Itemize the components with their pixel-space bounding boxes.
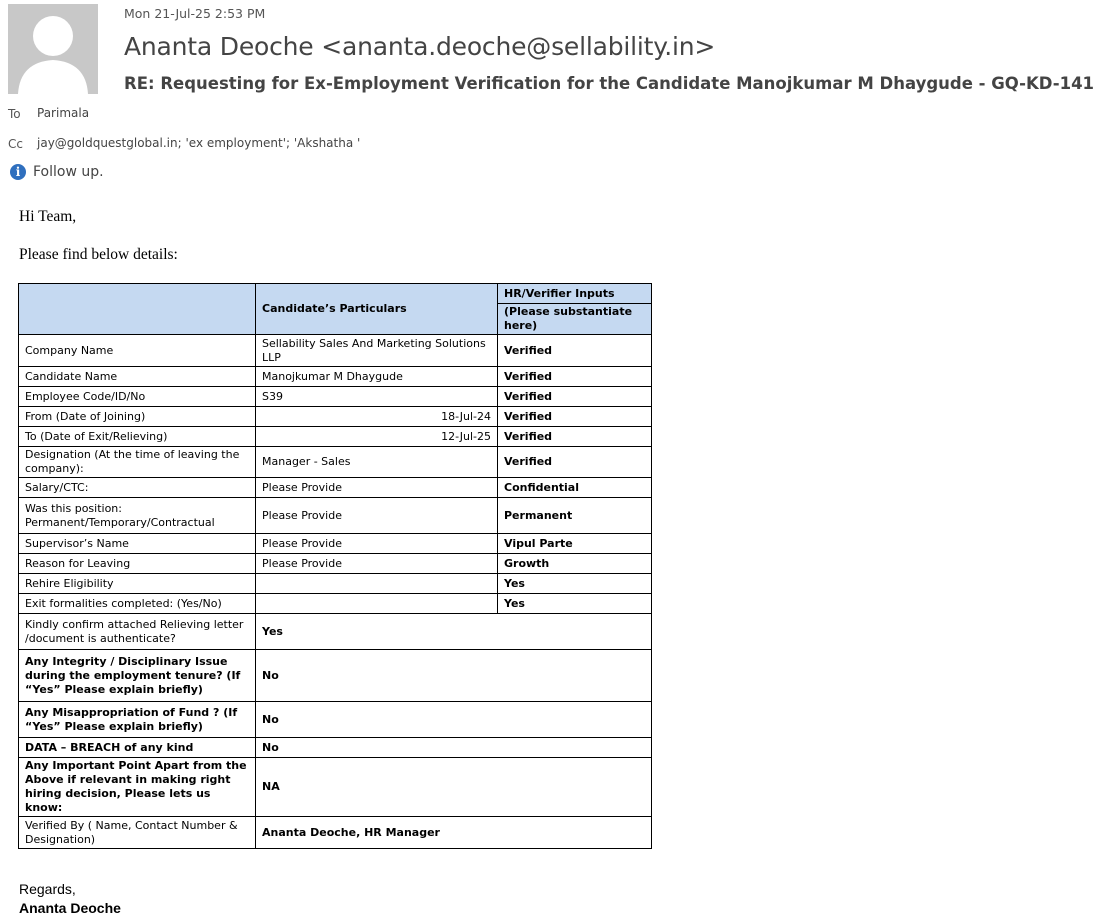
row-particulars: Sellability Sales And Marketing Solutions LLP <box>256 335 498 367</box>
row-particulars: 12-Jul-25 <box>256 427 498 447</box>
row-label: Reason for Leaving <box>19 554 256 574</box>
table-row <box>19 738 652 758</box>
signature-regards: Regards, <box>19 881 76 897</box>
row-particulars: Manager - Sales <box>256 447 498 478</box>
cc-label: Cc <box>8 137 23 151</box>
table-row <box>19 387 652 407</box>
row-value: No <box>256 738 652 758</box>
row-input: Vipul Parte <box>498 534 652 554</box>
row-value: NA <box>256 758 652 817</box>
table-row <box>19 498 652 534</box>
table-row <box>19 574 652 594</box>
row-label: Salary/CTC: <box>19 478 256 498</box>
table-row <box>19 427 652 447</box>
table-row <box>19 702 652 738</box>
info-icon: i <box>10 164 26 180</box>
verification-table <box>18 283 652 849</box>
to-label: To <box>8 107 21 121</box>
message-datetime: Mon 21-Jul-25 2:53 PM <box>124 6 266 21</box>
table-row <box>19 554 652 574</box>
to-recipients[interactable]: Parimala <box>37 106 90 120</box>
row-label: Designation (At the time of leaving the company): <box>19 447 256 478</box>
table-row <box>19 534 652 554</box>
row-label: Employee Code/ID/No <box>19 387 256 407</box>
sender-avatar <box>8 4 98 94</box>
row-particulars: 18-Jul-24 <box>256 407 498 427</box>
row-label: Candidate Name <box>19 367 256 387</box>
row-value: Yes <box>256 614 652 650</box>
row-label: Supervisor’s Name <box>19 534 256 554</box>
greeting: Hi Team, <box>19 208 77 225</box>
row-input: Verified <box>498 407 652 427</box>
row-input: Verified <box>498 447 652 478</box>
row-particulars <box>256 574 498 594</box>
table-row <box>19 614 652 650</box>
row-particulars: Manojkumar M Dhaygude <box>256 367 498 387</box>
intro-line: Please find below details: <box>19 246 178 263</box>
row-label: Exit formalities completed: (Yes/No) <box>19 594 256 614</box>
row-particulars: S39 <box>256 387 498 407</box>
row-label: Rehire Eligibility <box>19 574 256 594</box>
row-input: Verified <box>498 335 652 367</box>
header-particulars: Candidate’s Particulars <box>256 284 498 335</box>
follow-up-flag[interactable]: Follow up. <box>33 164 104 180</box>
signature-name: Ananta Deoche <box>19 900 121 916</box>
row-value: Ananta Deoche, HR Manager <box>256 817 652 849</box>
table-row <box>19 758 652 817</box>
table-row <box>19 650 652 702</box>
row-value: No <box>256 650 652 702</box>
row-label: Any Misappropriation of Fund ? (If “Yes” Please explain briefly) <box>19 702 256 738</box>
row-label: Any Important Point Apart from the Above if relevant in making right hiring decision, Please lets us know: <box>19 758 256 817</box>
row-input: Growth <box>498 554 652 574</box>
header-inputs: HR/Verifier Inputs <box>498 284 652 304</box>
row-label: Verified By ( Name, Contact Number & Designation) <box>19 817 256 849</box>
row-label: From (Date of Joining) <box>19 407 256 427</box>
row-label: DATA – BREACH of any kind <box>19 738 256 758</box>
row-label: Any Integrity / Disciplinary Issue during the employment tenure? (If “Yes” Please explain briefly) <box>19 650 256 702</box>
row-label: Kindly confirm attached Relieving letter /document is authenticate? <box>19 614 256 650</box>
table-row <box>19 335 652 367</box>
row-input: Verified <box>498 427 652 447</box>
header-inputs-sub: (Please substantiate here) <box>498 304 652 335</box>
row-particulars: Please Provide <box>256 498 498 534</box>
message-subject: RE: Requesting for Ex-Employment Verification for the Candidate Manojkumar M Dhaygude - GQ-KD-141 <box>124 74 1094 93</box>
row-label: To (Date of Exit/Relieving) <box>19 427 256 447</box>
person-silhouette-icon <box>8 4 98 94</box>
row-label: Company Name <box>19 335 256 367</box>
row-particulars: Please Provide <box>256 478 498 498</box>
table-row <box>19 407 652 427</box>
row-input: Verified <box>498 367 652 387</box>
row-value: No <box>256 702 652 738</box>
row-particulars: Please Provide <box>256 554 498 574</box>
row-particulars: Please Provide <box>256 534 498 554</box>
row-input: Permanent <box>498 498 652 534</box>
sender-name[interactable]: Ananta Deoche <ananta.deoche@sellability.in> <box>124 32 716 61</box>
row-particulars <box>256 594 498 614</box>
row-input: Yes <box>498 594 652 614</box>
row-label: Was this position: Permanent/Temporary/Contractual <box>19 498 256 534</box>
table-row <box>19 817 652 849</box>
cc-recipients[interactable]: jay@goldquestglobal.in; 'ex employment'; 'Akshatha ' <box>37 136 361 150</box>
table-row <box>19 478 652 498</box>
row-input: Verified <box>498 387 652 407</box>
table-row <box>19 367 652 387</box>
row-input: Confidential <box>498 478 652 498</box>
header-blank-cell <box>19 284 256 335</box>
table-row <box>19 447 652 478</box>
table-row <box>19 594 652 614</box>
row-input: Yes <box>498 574 652 594</box>
